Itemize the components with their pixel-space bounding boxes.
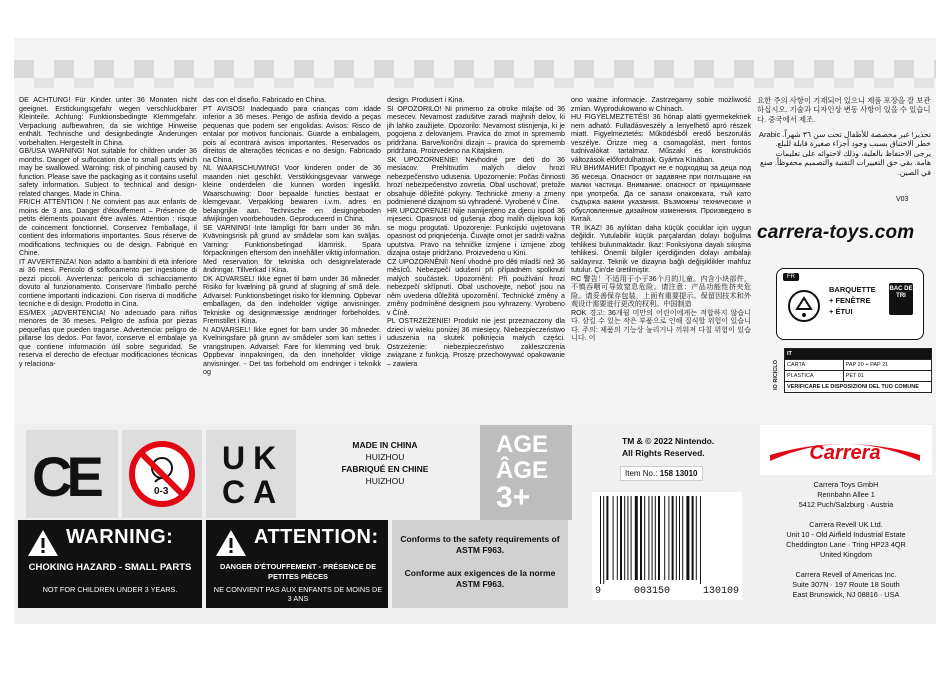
recycling-country-badge: FR <box>783 273 799 281</box>
barcode-bar <box>624 496 625 580</box>
korean-warning-text: 요한 주의 사항이 기재되어 있으니 제품 포장을 잘 보관하십시오. 기술과 디자인상 변동 사항이 있을 수 있습니다. 중국에서 제조. <box>757 96 931 124</box>
recycling-bin-icon: BAC DE TRI <box>889 283 913 315</box>
ukca-mark-line: UK <box>222 440 285 476</box>
table-cell: PET 01 <box>843 371 931 382</box>
warning-title: ATTENTION: <box>254 526 379 548</box>
conformity-text-en: Conforms to the safety requirements of ASTM F963. <box>400 534 560 556</box>
table-row <box>785 360 932 371</box>
warning-label-en <box>18 520 202 608</box>
made-in-city: HUIZHOU <box>365 451 405 462</box>
recycling-items <box>829 285 876 318</box>
decorative-stripe <box>14 60 936 78</box>
table-cell: PLASTICA <box>785 371 844 382</box>
age-label-fr: ÂGE <box>496 457 549 484</box>
barcode-bar <box>696 496 697 580</box>
barcode-digit-group: 130109 <box>702 586 739 597</box>
item-number-value: 158 13010 <box>659 469 698 478</box>
barcode-bar <box>617 496 618 580</box>
warning-line: CHOKING HAZARD - SMALL PARTS <box>28 562 192 573</box>
address-line: Carrera Toys GmbH <box>813 480 879 489</box>
carrera-logo <box>760 425 932 475</box>
warning-line: NE CONVIENT PAS AUX ENFANTS DE MOINS DE 3 ANS <box>213 585 383 603</box>
made-in-label-fr: FABRIQUÉ EN CHINE <box>341 463 429 474</box>
barcode-bar <box>686 496 689 580</box>
barcode-bar <box>655 496 656 580</box>
barcode-bar <box>679 496 680 580</box>
table-header: IT <box>785 349 932 360</box>
barcode-bar <box>682 496 683 580</box>
barcode-bar <box>668 496 669 580</box>
address-line: Cheddington Lane · Tring HP23 4QR <box>786 539 906 549</box>
warning-text-column-2: das con el diseño. Fabricado en China. PT AVISOS! Inadequado para crianças com idade inferior a 36 meses. Perigo de asfixia devido a peças pequenas que podem ser engolidas. Avisos: Risco de entalar por motivos funcionais. Guarde a embalagem, pois aí econtrará avisos importantes. Reservados os direitos de alterações técnicas e no design. Fabricado na China. NL WAARSCHUWING! Voor kinderen onder de 36 maanden niet geschikt. Verstikkingsgevaar vanwege kleine onderdelen die kunnen worden ingeslikt. Waarschuwing: Door bepaalde functies bestaat er klemgevaar. Verpakking bewaren i.v.m. adres en belangrijke aan. Technische en designgeboden afwijkingen voorbehouden. Geproduceerd in China. SE VARNING! Inte lämpligt för barn under 36 mån. Kvävningsrisk på grund av smådelar som kan sväljas. Varning: Funktionsbetingad klämrisk. Spara förpackningen eftersom den innehåller viktig information. Med reservation för tekniska och designrelaterade ändringar. Tillverkad i Kina. DK ADVARSEL! Ikke egnet til børn under 36 måneder. Risiko for kvælning på grund af slugning af små dele. Advarsel: Funktionsbetinget risiko for klemning. Opbevar emballagen, da den indeholder vigtige anvisninger. Tekniske og designmæssige ændringer forbeholdes. Fremstillet i Kina. N ADVARSEL! Ikke egnet for barn under 36 måneder. Kvelningsfare på grunn av smådeler som kan settes i vrangstrupen. Advarsel: Fare for klemming ved bruk. Oppbevar innpakningen, da den inneholder viktige anvisninger. - Det tas forbehold om endringer i teknikk og <box>203 96 381 376</box>
barcode-bar <box>631 496 632 580</box>
warning-triangle-icon <box>26 528 60 558</box>
brand-name: Carrera <box>809 442 881 461</box>
barcode-bar <box>603 496 604 584</box>
decorative-stripe <box>14 78 936 88</box>
item-number-label: Item No.: <box>625 469 658 478</box>
astm-conformity-box <box>392 520 568 608</box>
barcode-bar <box>700 496 701 584</box>
address-usa <box>758 570 934 600</box>
table-cell: PAP 20 + PAP 21 <box>843 360 931 371</box>
address-line: Carrera Revell UK Ltd. <box>809 520 883 529</box>
age-label: AGE <box>496 431 549 458</box>
no-children-under-3-icon <box>122 430 202 518</box>
copyright-notice <box>622 436 714 460</box>
conformity-text-fr: Conforme aux exigences de la norme ASTM F963. <box>404 568 556 590</box>
address-line: Rennbahn Allee 1 <box>817 489 875 499</box>
barcode-bar <box>640 496 642 580</box>
ce-mark: CE <box>32 445 98 508</box>
triman-recycling-label <box>776 268 924 340</box>
arabic-warning-text: تحذير! غير مخصصة للأطفال تحت سن ٣٦ شهراً. Arabic خطر الاختناق بسبب وجود أجزاء صغيرة قابلة للبلع. يرجى الاحتفاظ بالعلبة، وذلك لاحتوائه على تعليمات هامة. بقي حق التغييرات التقنية والتصميم محفوظاً. صنع في الصين. <box>758 130 931 177</box>
ukca-mark-tile <box>206 430 296 518</box>
copyright-line: All Rights Reserved. <box>622 447 705 458</box>
address-uk <box>758 520 934 559</box>
item-number <box>620 466 703 481</box>
warning-label-fr <box>206 520 388 608</box>
warning-line: DANGER D'ÉTOUFFEMENT - PRÉSENCE DE PETITES PIÈCES <box>219 562 376 581</box>
barcode-bar <box>620 496 622 580</box>
carrera-logo-icon <box>770 435 920 461</box>
barcode-bar <box>658 496 660 580</box>
warning-line: NOT FOR CHILDREN UNDER 3 YEARS. <box>42 585 178 594</box>
barcode-bar <box>635 496 638 580</box>
barcode-digit-group: 003150 <box>633 586 670 597</box>
address-line: United Kingdom <box>820 549 872 559</box>
barcode-digits <box>592 586 742 597</box>
age-value: 3+ <box>496 481 531 514</box>
age-range-label: 0-3 <box>154 486 169 497</box>
barcode-digit-group: 9 <box>595 586 602 597</box>
website-label: carrera-toys.com <box>757 222 915 243</box>
barcode <box>592 492 742 600</box>
recycling-item: BARQUETTE <box>829 285 876 294</box>
origin-block <box>300 440 470 488</box>
barcode-bar <box>652 496 653 580</box>
barcode-bar <box>692 496 694 580</box>
recycling-item: + FENÊTRE <box>829 295 871 305</box>
warning-title: WARNING: <box>66 526 174 548</box>
address-line: Unit 10 - Old Airfield Industrial Estate <box>786 529 906 539</box>
copyright-line: TM & © 2022 Nintendo. <box>622 436 715 446</box>
address-line: Suite 307N · 197 Route 18 South <box>792 579 900 589</box>
age-0-3-warning-tile <box>122 430 202 518</box>
barcode-bar <box>606 496 608 580</box>
warning-text-column-4: ono ważne informacje. Zastrzegamy sobie możliwość zmian. Wyprodukowano w Chinach. HU FIGYELMEZTETÉS! 36 hónap alatti gyermekeknek nem adható. Fulladásveszély a lenyelhető apró részek miatt. Figyelmeztetés: Működésből eredő beszorulás veszélye. Őrizze meg a csomagolást, mert fontos tudnivalókat tartalmaz. Műszaki és konstrukciós változások előfordulhatnak. Gyártva Kínában. RU ВНИМАНИЕ! Продукт не е подходящ за деца под 36 месеца. Опасност от задавяне при поглъщане на малки частици. Внимание: опасност от прищипване при употреба. Да се запази опаковката, тъй като съдържа важни указания. Възможны технические и обусловленные дизайном изменения. Произведено в Китай. TR İKAZ! 36 aylıktan daha küçük çocuklar için uygun değildir. Yutulabilir küçük parçalardan dolayı boğulma tehlikesi bulunmaktadır. İkaz: Fonksiyona dayalı sıkışma tehlikesi. Önemli bilgiler içerdiğinden dolayı ambalajı saklayınız. Teknik ve dizayna bağlı değişiklikler mahfuz tutulur. Çin'de üretilmiştir. RC 警告！不适用于小于36个月的儿童。内含小块部件，不慎吞咽可导致窒息危险。请注意：产品功能性挤夹危险。请妥善保存包装，上面有重要提示。保留因技术和外观设计需要进行更改的权利。中国制造 ROK 경고: 36개월 미만의 어린이에게는 적합하지 않습니다. 삼킬 수 있는 작은 부품으로 인해 질식할 위험이 있습니다. 주의: 제품의 기능상 눌리거나 끼워져 다칠 위험이 있습니다. 이 <box>571 96 751 342</box>
barcode-bar <box>676 496 677 580</box>
warning-triangle-icon <box>214 528 248 558</box>
version-label: V03 <box>896 196 909 203</box>
warning-text-column-3: design. Produsert i Kina. SI OPOZORILO! Ni primerno za otroke mlajše od 36 mesecev. Nevarnost zadušitve zaradi majhnih delov, ki jih lahko zaužijete. Opozorilo: Nevarnost stisnjenja, ki je pogojena z delovanjem. Pravica do zmot in sprememb pridržana. Barve/končni dizajn – pravica do sprememb pridržana. Proizvedeno na Kitajskem. SK UPOZORNENIE! Nevhodné pre deti do 36 mesiacov. Prehltnutím malých dielov hrozí nebezpečenstvo udusenia. Upozornenie: Počas činnosti hrozí nebezpečenstvo zovretia. Obal uschovať, pretože obsahuje dôležité pokyny. Technické zmeny a zmeny podmienené dizajnom sú vyhradené. Vyrobené v Číne. HR UPOZORENJE! Nije namijenjeno za djecu ispod 36 mjeseci. Opasnost od gušenja zbog malih dijelova koji se mogu progutati. Upozorenje: Funkcijski uvjetovana opasnost od priqnjećenja. Čuvajte omot jer sadrži važna uputstva. Pravo na tehničke izmjene i izmjene zbog dizajna ostaje pridržano. Proizvedeno u Kini. CZ UPOZORNĚNÍ! Není vhodné pro děti mladší než 36 měsíců. Nebezpečí udušení při případném spolknutí malých součástek. Upozornění: Při používání hrozí nebezpečí skřípnutí. Obal uschovejte, neboť jsou na něm uvedena důležitá upozornění. Technické změny a změny podmíněné designem jsou vyhrazeny. Vyrobeno v Číně. PL OSTRZEŻENIE! Produkt nie jest przeznaczony dla dzieci w wieku poniżej 36 miesięcy. Niebezpieczeństwo uduszenia na skutek połknięcia małych części. Ostrzeżenie: niebezpieczeństwo zakleszczenia związane z funkcją. Proszę przechowywać opakowanie – zawiera <box>387 96 565 368</box>
barcode-bar <box>664 496 665 580</box>
table-footer: VERIFICARE LE DISPOSIZIONI DEL TUO COMUNE <box>785 382 932 393</box>
made-in-city-fr: HUIZHOU <box>365 475 405 486</box>
address-line: East Brunswick, NJ 08816 · USA <box>792 589 900 599</box>
warning-text-column-1: DE ACHTUNG! Für Kinder unter 36 Monaten nicht geeignet. Erstickungsgefahr wegen verschluckbarer Kleinteile. Achtung: Funktionsbedingte Klemmgefahr. Verpackung aufbewahren, da sie wichtige Hinweise enthält. Technische und designbedingte Änderungen vorbehalten. Hergestellt in China. GB/USA WARNING! Not suitable for children under 36 months. Danger of suffocation due to small parts which may be swallowed. Warning: risk of pinching caused by function. Please save the packaging as it contains useful safety information. Subject to technical and design-related changes. Made in China. FR/CH ATTENTION ! Ne convient pas aux enfants de moins de 3 ans. Danger d'étouffement – Présence de petits éléments pouvant être avalés. Attention : risque de coincement fonctionnel. Conservez l'emballage, il contient des informations importantes. Sous réserve de modifications techniques ou de design. Fabriqué en Chine. IT AVVERTENZA! Non adatto a bambini di età inferiore ai 36 mesi. Pericolo di soffocamento per ingestione di pezzi piccoli. Avvertenza: pericolo di schiacciamento dovuto al funzionamento. Conservare l'imballo perché contiene importanti indicazioni. Con riserva di modifiche tecniche e di design. Prodotto in Cina. ES/MEX ¡ADVERTENCIA! No adecuado para niños menores de 36 meses. Peligro de asfixia por piezas pequeñas que pueden tragarse. Advertencia: peligro de pillarse los dedos. Por favor, conserve el embalaje ya que contiene información útil sobre seguridad. Se reserva el derecho de efectuar modificaciones técnicas y relaciona- <box>19 96 197 368</box>
italian-recycling-table <box>784 348 932 393</box>
barcode-bar <box>600 496 601 584</box>
barcode-bar <box>648 496 649 580</box>
address-line: Carrera Revell of Americas Inc. <box>795 570 897 579</box>
address-line: 5412 Puch/Salzburg · Austria <box>798 499 894 509</box>
io-riciclo-label: IO RICICLO <box>772 360 779 390</box>
table-cell: CARTA <box>785 360 844 371</box>
barcode-bar <box>627 496 628 580</box>
triman-icon <box>787 289 821 323</box>
barcode-bar <box>644 496 645 580</box>
ce-mark-tile <box>26 430 118 518</box>
ukca-mark-line: CA <box>222 474 285 510</box>
made-in-label: MADE IN CHINA <box>352 440 418 450</box>
barcode-bars <box>592 492 742 584</box>
barcode-bar <box>613 496 614 580</box>
recycling-item: + ÉTUI <box>829 306 853 316</box>
age-badge <box>480 425 572 520</box>
table-row <box>785 371 932 382</box>
barcode-bar <box>672 496 674 580</box>
address-austria <box>758 480 934 510</box>
